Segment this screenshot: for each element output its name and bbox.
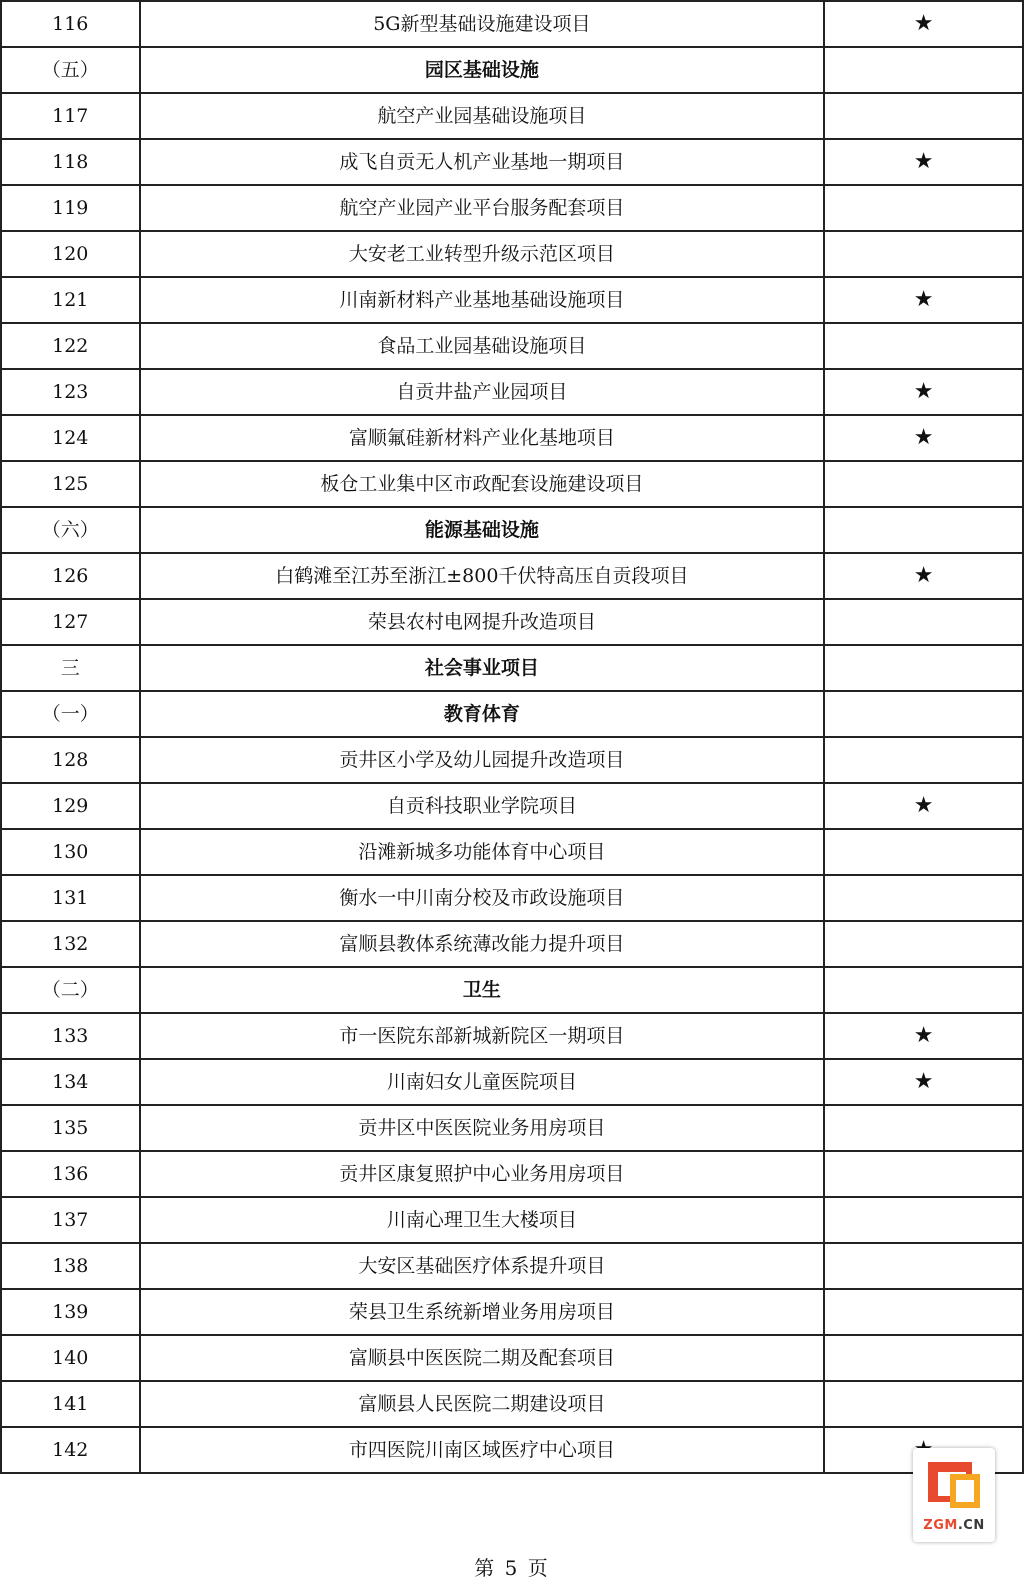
row-number: 三: [1, 645, 140, 691]
table-row: [1, 1289, 1023, 1335]
row-number: 118: [1, 139, 140, 185]
key-project-mark: [824, 737, 1023, 783]
row-number: 135: [1, 1105, 140, 1151]
table-row: [1, 553, 1023, 599]
key-project-mark: [824, 185, 1023, 231]
table-row: [1, 783, 1023, 829]
project-table-body: [1, 1, 1023, 1473]
key-project-mark: [824, 599, 1023, 645]
project-name: 市四医院川南区域医疗中心项目: [140, 1427, 825, 1473]
key-project-mark: ★: [824, 1013, 1023, 1059]
project-name: 自贡科技职业学院项目: [140, 783, 825, 829]
row-number: 138: [1, 1243, 140, 1289]
table-row: [1, 1197, 1023, 1243]
project-name: 贡井区小学及幼儿园提升改造项目: [140, 737, 825, 783]
row-number: 117: [1, 93, 140, 139]
row-number: 136: [1, 1151, 140, 1197]
key-project-mark: [824, 1197, 1023, 1243]
row-number: 130: [1, 829, 140, 875]
key-project-mark: [824, 829, 1023, 875]
key-project-mark: [824, 645, 1023, 691]
project-name: 富顺氟硅新材料产业化基地项目: [140, 415, 825, 461]
section-row: [1, 967, 1023, 1013]
row-number: （一）: [1, 691, 140, 737]
row-number: 128: [1, 737, 140, 783]
row-number: 121: [1, 277, 140, 323]
project-name: 富顺县人民医院二期建设项目: [140, 1381, 825, 1427]
table-row: [1, 93, 1023, 139]
key-project-mark: [824, 47, 1023, 93]
key-project-mark: [824, 1335, 1023, 1381]
table-row: [1, 1105, 1023, 1151]
project-name: 沿滩新城多功能体育中心项目: [140, 829, 825, 875]
row-number: 116: [1, 1, 140, 47]
section-row: [1, 645, 1023, 691]
row-number: 124: [1, 415, 140, 461]
row-number: 119: [1, 185, 140, 231]
table-row: [1, 231, 1023, 277]
key-project-mark: ★: [824, 783, 1023, 829]
key-project-mark: ★: [824, 369, 1023, 415]
watermark-brand: [913, 1518, 995, 1533]
project-name: 贡井区康复照护中心业务用房项目: [140, 1151, 825, 1197]
row-number: 127: [1, 599, 140, 645]
key-project-mark: ★: [824, 277, 1023, 323]
key-project-mark: [824, 93, 1023, 139]
row-number: 140: [1, 1335, 140, 1381]
table-row: [1, 415, 1023, 461]
zgm-logo-icon: [922, 1458, 986, 1514]
project-name: 航空产业园基础设施项目: [140, 93, 825, 139]
row-number: 131: [1, 875, 140, 921]
table-row: [1, 1059, 1023, 1105]
key-project-mark: [824, 1151, 1023, 1197]
table-row: [1, 1243, 1023, 1289]
key-project-mark: ★: [824, 1059, 1023, 1105]
project-name: 卫生: [140, 967, 825, 1013]
watermark-brand-a: ZGM: [923, 1518, 958, 1533]
project-name: 板仓工业集中区市政配套设施建设项目: [140, 461, 825, 507]
watermark-brand-b: .CN: [957, 1518, 985, 1533]
table-row: [1, 369, 1023, 415]
row-number: （二）: [1, 967, 140, 1013]
row-number: 126: [1, 553, 140, 599]
project-name: 园区基础设施: [140, 47, 825, 93]
project-name: 航空产业园产业平台服务配套项目: [140, 185, 825, 231]
project-name: 富顺县中医医院二期及配套项目: [140, 1335, 825, 1381]
key-project-mark: [824, 1289, 1023, 1335]
row-number: 125: [1, 461, 140, 507]
project-name: 川南妇女儿童医院项目: [140, 1059, 825, 1105]
row-number: 134: [1, 1059, 140, 1105]
table-row: [1, 829, 1023, 875]
row-number: 141: [1, 1381, 140, 1427]
table-row: [1, 921, 1023, 967]
row-number: 133: [1, 1013, 140, 1059]
key-project-mark: ★: [824, 415, 1023, 461]
row-number: （五）: [1, 47, 140, 93]
key-project-mark: [824, 1105, 1023, 1151]
table-row: [1, 737, 1023, 783]
project-name: 大安老工业转型升级示范区项目: [140, 231, 825, 277]
project-name: 社会事业项目: [140, 645, 825, 691]
table-row: [1, 1013, 1023, 1059]
project-name: 荣县农村电网提升改造项目: [140, 599, 825, 645]
table-row: [1, 1, 1023, 47]
project-name: 衡水一中川南分校及市政设施项目: [140, 875, 825, 921]
key-project-mark: [824, 1243, 1023, 1289]
key-project-mark: ★: [824, 553, 1023, 599]
table-row: [1, 1151, 1023, 1197]
row-number: 129: [1, 783, 140, 829]
project-name: 富顺县教体系统薄改能力提升项目: [140, 921, 825, 967]
project-name: 大安区基础医疗体系提升项目: [140, 1243, 825, 1289]
project-name: 能源基础设施: [140, 507, 825, 553]
section-row: [1, 47, 1023, 93]
section-row: [1, 691, 1023, 737]
key-project-mark: [824, 507, 1023, 553]
project-name: 白鹤滩至江苏至浙江±800千伏特高压自贡段项目: [140, 553, 825, 599]
site-watermark: [913, 1448, 995, 1542]
table-row: [1, 599, 1023, 645]
table-row: [1, 461, 1023, 507]
key-project-mark: [824, 461, 1023, 507]
table-row: [1, 1381, 1023, 1427]
project-name: 成飞自贡无人机产业基地一期项目: [140, 139, 825, 185]
row-number: （六）: [1, 507, 140, 553]
table-row: [1, 875, 1023, 921]
key-project-mark: ★: [824, 1, 1023, 47]
key-project-mark: [824, 921, 1023, 967]
key-project-mark: ★: [824, 139, 1023, 185]
page-number: 第 5 页: [474, 1556, 550, 1580]
key-project-mark: [824, 875, 1023, 921]
row-number: 137: [1, 1197, 140, 1243]
project-name: 荣县卫生系统新增业务用房项目: [140, 1289, 825, 1335]
key-project-mark: [824, 967, 1023, 1013]
key-project-mark: [824, 323, 1023, 369]
project-name: 教育体育: [140, 691, 825, 737]
key-project-mark: [824, 691, 1023, 737]
row-number: 120: [1, 231, 140, 277]
section-row: [1, 507, 1023, 553]
row-number: 139: [1, 1289, 140, 1335]
table-row: [1, 139, 1023, 185]
project-name: 市一医院东部新城新院区一期项目: [140, 1013, 825, 1059]
row-number: 142: [1, 1427, 140, 1473]
project-name: 川南心理卫生大楼项目: [140, 1197, 825, 1243]
project-name: 食品工业园基础设施项目: [140, 323, 825, 369]
table-row: [1, 185, 1023, 231]
row-number: 123: [1, 369, 140, 415]
table-row: [1, 323, 1023, 369]
key-project-mark: [824, 1381, 1023, 1427]
key-project-mark: [824, 231, 1023, 277]
table-row: [1, 1335, 1023, 1381]
table-row: [1, 277, 1023, 323]
project-name: 自贡井盐产业园项目: [140, 369, 825, 415]
project-name: 贡井区中医医院业务用房项目: [140, 1105, 825, 1151]
project-name: 5G新型基础设施建设项目: [140, 1, 825, 47]
table-row: [1, 1427, 1023, 1473]
row-number: 132: [1, 921, 140, 967]
row-number: 122: [1, 323, 140, 369]
project-name: 川南新材料产业基地基础设施项目: [140, 277, 825, 323]
